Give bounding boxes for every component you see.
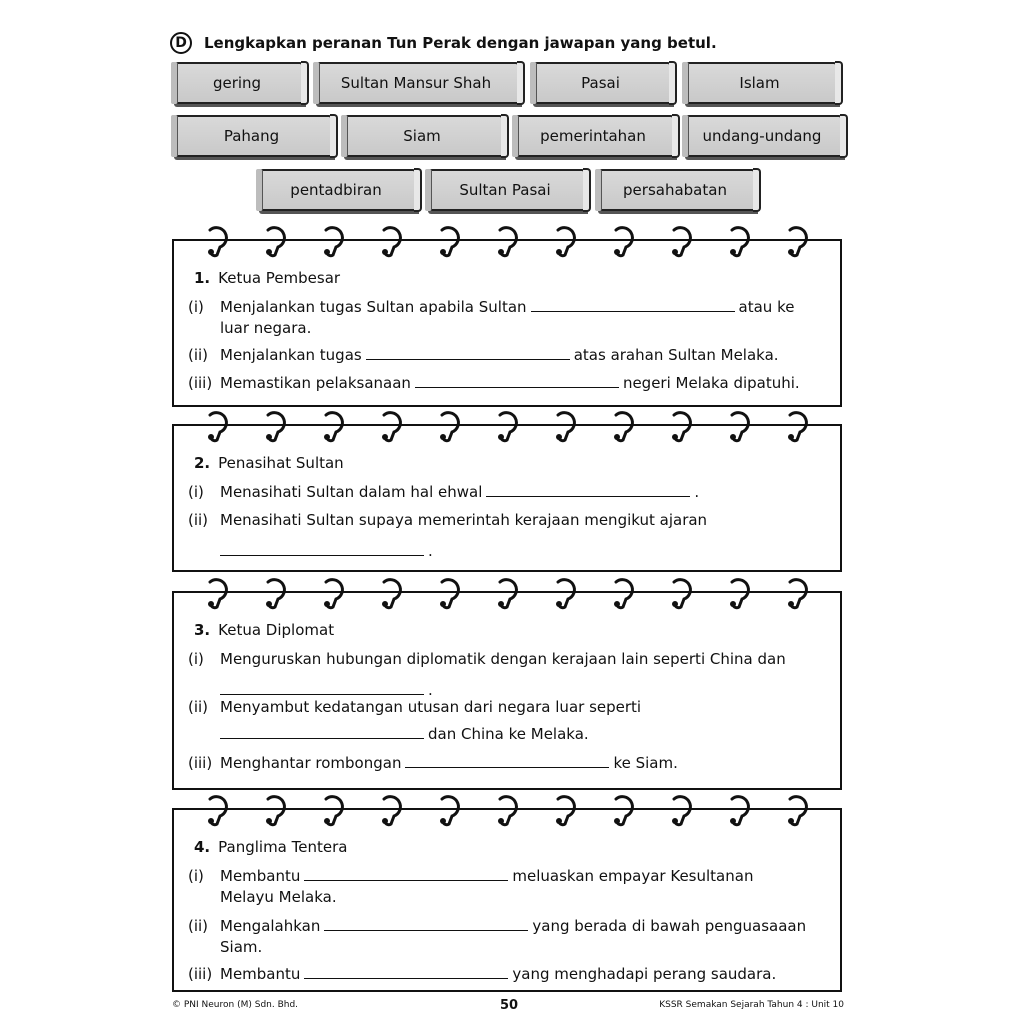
spiral-rings bbox=[174, 406, 840, 446]
spiral-ring-icon bbox=[324, 228, 342, 256]
answer-blank[interactable] bbox=[531, 297, 735, 312]
question-4-title: 4. Panglima Tentera bbox=[194, 838, 348, 856]
word-card-islam: Islam bbox=[682, 62, 837, 104]
spiral-ring-icon bbox=[208, 580, 226, 608]
word-card-sultan-pasai: Sultan Pasai bbox=[425, 169, 585, 211]
answer-blank[interactable] bbox=[220, 541, 424, 556]
spiral-rings bbox=[174, 221, 840, 261]
spiral-ring-icon bbox=[498, 413, 516, 441]
question-1-item-i: (i) Menjalankan tugas Sultan apabila Sultan atau ke luar negara. bbox=[188, 298, 795, 337]
page-number: 50 bbox=[500, 998, 519, 1013]
spiral-ring-icon bbox=[324, 797, 342, 825]
spiral-ring-icon bbox=[672, 580, 690, 608]
spiral-rings bbox=[174, 573, 840, 613]
word-card-sultan-mansur-shah: Sultan Mansur Shah bbox=[313, 62, 519, 104]
question-2-item-ii: (ii) Menasihati Sultan supaya memerintah kerajaan mengikut ajaran . bbox=[188, 511, 708, 560]
spiral-ring-icon bbox=[614, 413, 632, 441]
question-2-title: 2. Penasihat Sultan bbox=[194, 454, 344, 472]
question-4-item-i: (i) Membantu meluaskan empayar Kesultanan Melayu Melaka. bbox=[188, 867, 754, 906]
section-letter-badge: D bbox=[170, 32, 192, 54]
answer-blank[interactable] bbox=[304, 866, 508, 881]
spiral-ring-icon bbox=[266, 228, 284, 256]
spiral-ring-icon bbox=[730, 413, 748, 441]
question-2-item-i: (i) Menasihati Sultan dalam hal ehwal . bbox=[188, 483, 700, 501]
spiral-ring-icon bbox=[440, 797, 458, 825]
footer-book-title: KSSR Semakan Sejarah Tahun 4 : Unit 10 bbox=[659, 1000, 844, 1010]
spiral-ring-icon bbox=[208, 413, 226, 441]
instruction bbox=[170, 32, 717, 54]
word-card-pahang: Pahang bbox=[171, 115, 332, 157]
spiral-ring-icon bbox=[788, 580, 806, 608]
answer-blank[interactable] bbox=[405, 753, 609, 768]
question-1-item-ii: (ii) Menjalankan tugas atas arahan Sultan Melaka. bbox=[188, 346, 779, 364]
question-3-item-iii: (iii) Menghantar rombongan ke Siam. bbox=[188, 754, 678, 772]
spiral-ring-icon bbox=[382, 228, 400, 256]
spiral-ring-icon bbox=[788, 228, 806, 256]
question-2-box bbox=[172, 424, 842, 572]
spiral-ring-icon bbox=[208, 797, 226, 825]
spiral-ring-icon bbox=[382, 580, 400, 608]
word-card-siam: Siam bbox=[341, 115, 503, 157]
spiral-ring-icon bbox=[730, 228, 748, 256]
spiral-ring-icon bbox=[440, 580, 458, 608]
spiral-rings bbox=[174, 790, 840, 830]
spiral-ring-icon bbox=[614, 228, 632, 256]
question-3-item-ii: (ii) Menyambut kedatangan utusan dari negara luar seperti dan China ke Melaka. bbox=[188, 698, 642, 743]
instruction-text: Lengkapkan peranan Tun Perak dengan jawapan yang betul. bbox=[204, 34, 717, 52]
question-1-box bbox=[172, 239, 842, 407]
spiral-ring-icon bbox=[556, 413, 574, 441]
spiral-ring-icon bbox=[266, 797, 284, 825]
spiral-ring-icon bbox=[324, 413, 342, 441]
spiral-ring-icon bbox=[672, 228, 690, 256]
answer-blank[interactable] bbox=[415, 373, 619, 388]
question-1-item-iii: (iii) Memastikan pelaksanaan negeri Melaka dipatuhi. bbox=[188, 374, 800, 392]
spiral-ring-icon bbox=[788, 413, 806, 441]
answer-blank[interactable] bbox=[324, 916, 528, 931]
question-4-item-iii: (iii) Membantu yang menghadapi perang saudara. bbox=[188, 965, 777, 983]
question-4-box bbox=[172, 808, 842, 992]
spiral-ring-icon bbox=[382, 413, 400, 441]
answer-blank[interactable] bbox=[304, 964, 508, 979]
spiral-ring-icon bbox=[730, 580, 748, 608]
spiral-ring-icon bbox=[556, 797, 574, 825]
spiral-ring-icon bbox=[208, 228, 226, 256]
spiral-ring-icon bbox=[788, 797, 806, 825]
spiral-ring-icon bbox=[614, 797, 632, 825]
spiral-ring-icon bbox=[266, 413, 284, 441]
answer-blank[interactable] bbox=[366, 345, 570, 360]
spiral-ring-icon bbox=[382, 797, 400, 825]
spiral-ring-icon bbox=[440, 228, 458, 256]
spiral-ring-icon bbox=[266, 580, 284, 608]
spiral-ring-icon bbox=[672, 413, 690, 441]
footer-publisher: © PNI Neuron (M) Sdn. Bhd. bbox=[172, 1000, 299, 1010]
word-card-undang-undang: undang-undang bbox=[682, 115, 842, 157]
spiral-ring-icon bbox=[324, 580, 342, 608]
question-3-item-i: (i) Menguruskan hubungan diplomatik dengan kerajaan lain seperti China dan . bbox=[188, 650, 786, 699]
word-card-pentadbiran: pentadbiran bbox=[256, 169, 416, 211]
word-card-persahabatan: persahabatan bbox=[595, 169, 755, 211]
spiral-ring-icon bbox=[498, 580, 516, 608]
spiral-ring-icon bbox=[730, 797, 748, 825]
answer-blank[interactable] bbox=[220, 724, 424, 739]
question-3-title: 3. Ketua Diplomat bbox=[194, 621, 335, 639]
spiral-ring-icon bbox=[614, 580, 632, 608]
question-1-title: 1. Ketua Pembesar bbox=[194, 269, 341, 287]
question-3-box bbox=[172, 591, 842, 790]
word-card-gering: gering bbox=[171, 62, 303, 104]
question-4-item-ii: (ii) Mengalahkan yang berada di bawah penguasaaan Siam. bbox=[188, 917, 807, 956]
spiral-ring-icon bbox=[498, 228, 516, 256]
spiral-ring-icon bbox=[556, 228, 574, 256]
spiral-ring-icon bbox=[440, 413, 458, 441]
spiral-ring-icon bbox=[672, 797, 690, 825]
answer-blank[interactable] bbox=[486, 482, 690, 497]
spiral-ring-icon bbox=[556, 580, 574, 608]
word-card-pemerintahan: pemerintahan bbox=[512, 115, 674, 157]
answer-blank[interactable] bbox=[220, 680, 424, 695]
word-card-pasai: Pasai bbox=[530, 62, 671, 104]
spiral-ring-icon bbox=[498, 797, 516, 825]
